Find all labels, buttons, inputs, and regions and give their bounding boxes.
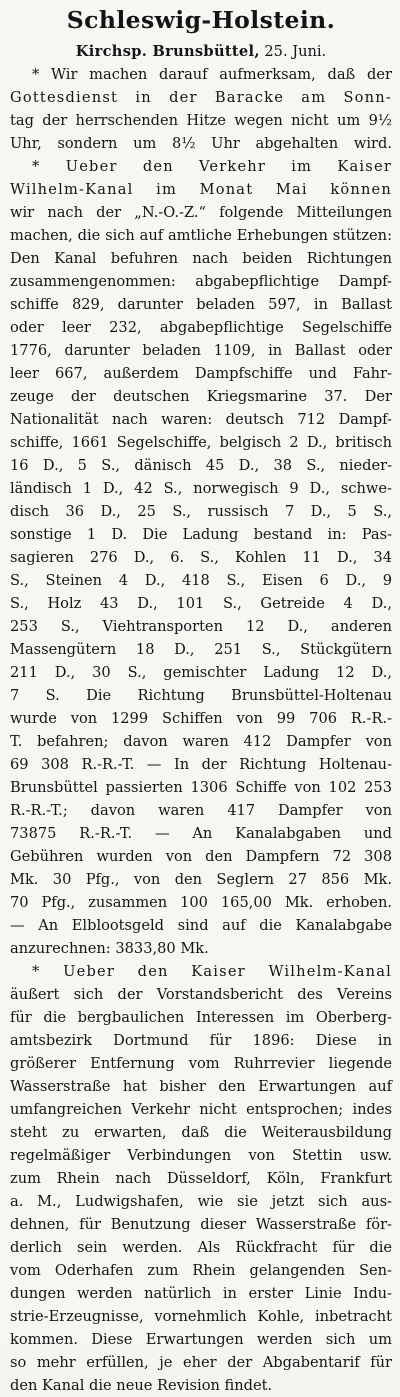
- article-line: Den Kanal befuhren nach beiden Richtungen: [10, 250, 392, 267]
- article-line: Uhr, sondern um 8½ Uhr abgehalten wird.: [10, 135, 392, 152]
- article-line: R.-R.-T.; davon waren 417 Dampfer von: [10, 802, 392, 819]
- article-line: tag der herrschenden Hitze wegen nicht um 9½: [10, 112, 392, 129]
- article-line: kommen. Diese Erwartungen werden sich um: [10, 1331, 392, 1348]
- article-line: anzurechnen: 3833,80 Mk.: [10, 940, 209, 957]
- section-headline: Schleswig-Holstein.: [66, 6, 336, 34]
- article-line: vom Oderhafen zum Rhein gelangenden Sen-: [10, 1262, 392, 1279]
- article-line: S., Steinen 4 D., 418 S., Eisen 6 D., 9: [10, 572, 392, 589]
- article-line: * Wir machen darauf aufmerksam, daß der: [32, 66, 392, 83]
- article-line: 69 308 R.-R.-T. — In der Richtung Holtenau-: [10, 756, 392, 773]
- article-line: zeuge der deutschen Kriegsmarine 37. Der: [10, 388, 392, 405]
- article-line: 16 D., 5 S., dänisch 45 D., 38 S., nieder-: [10, 457, 392, 474]
- article-line: disch 36 D., 25 S., russisch 7 D., 5 S.,: [10, 503, 392, 520]
- article-line: größerer Entfernung vom Ruhrrevier liegende: [10, 1055, 392, 1072]
- article-canal-report: [10, 960, 392, 1397]
- article-line: schiffe, 1661 Segelschiffe, belgisch 2 D., britisch: [10, 434, 392, 451]
- article-line: dungen werden natürlich in erster Linie Indu-: [10, 1285, 392, 1302]
- article-line: den Kanal die neue Revision findet.: [10, 1377, 273, 1394]
- article-line: zusammengenommen: abgabepflichtige Dampf-: [10, 273, 392, 290]
- article-line: äußert sich der Vorstandsbericht des Vereins: [10, 986, 392, 1003]
- dateline-place: Kirchsp. Brunsbüttel,: [75, 43, 260, 60]
- article-line: 211 D., 30 S., gemischter Ladung 12 D.,: [10, 664, 392, 681]
- article-line: wurde von 1299 Schiffen von 99 706 R.-R.-: [10, 710, 392, 727]
- article-line: Mk. 30 Pfg., von den Seglern 27 856 Mk.: [10, 871, 392, 888]
- article-line: wir nach der „N.-O.-Z.“ folgende Mitteilungen: [10, 204, 392, 221]
- article-line: 73875 R.-R.-T. — An Kanalabgaben und: [10, 825, 392, 842]
- article-line: Nationalität nach waren: deutsch 712 Dampf-: [10, 411, 392, 428]
- article-line: derlich sein werden. Als Rückfracht für die: [10, 1239, 392, 1256]
- article-line: 7 S. Die Richtung Brunsbüttel-Holtenau: [10, 687, 392, 704]
- article-line: * Ueber den Verkehr im Kaiser: [32, 158, 392, 175]
- article-church-service: [10, 63, 392, 155]
- article-line: oder leer 232, abgabepflichtige Segelschiffe: [10, 319, 392, 336]
- article-line: sagieren 276 D., 6. S., Kohlen 11 D., 34: [10, 549, 392, 566]
- article-line: schiffe 829, darunter beladen 597, in Ballast: [10, 296, 392, 313]
- article-line: S., Holz 43 D., 101 S., Getreide 4 D.,: [10, 595, 392, 612]
- article-line: Wasserstraße hat bisher den Erwartungen auf: [10, 1078, 392, 1095]
- article-line: 1776, darunter beladen 1109, in Ballast oder: [10, 342, 392, 359]
- article-line: regelmäßiger Verbindungen von Stettin usw.: [10, 1147, 392, 1164]
- article-line: strie-Erzeugnisse, vornehmlich Kohle, inbetracht: [10, 1308, 392, 1325]
- article-line: ländisch 1 D., 42 S., norwegisch 9 D., schwe-: [10, 480, 392, 497]
- article-line: — An Elblootsgeld sind auf die Kanalabgabe: [10, 917, 392, 934]
- article-line: Brunsbüttel passierten 1306 Schiffe von 102 253: [10, 779, 392, 796]
- article-line: 253 S., Viehtransporten 12 D., anderen: [10, 618, 392, 635]
- dateline: [10, 40, 392, 63]
- article-line: a. M., Ludwigshafen, wie sie jetzt sich aus-: [10, 1193, 392, 1210]
- article-line: sonstige 1 D. Die Ladung bestand in: Pas-: [10, 526, 392, 543]
- article-line: dehnen, für Benutzung dieser Wasserstraße för-: [10, 1216, 392, 1233]
- article-line: 70 Pfg., zusammen 100 165,00 Mk. erhoben.: [10, 894, 392, 911]
- article-canal-traffic: [10, 155, 392, 960]
- article-line: machen, die sich auf amtliche Erhebungen stützen:: [10, 227, 392, 244]
- article-line: * Ueber den Kaiser Wilhelm-Kanal: [32, 963, 392, 980]
- article-line: T. befahren; davon waren 412 Dampfer von: [10, 733, 392, 750]
- article-line: amtsbezirk Dortmund für 1896: Diese in: [10, 1032, 392, 1049]
- article-line: Massengütern 18 D., 251 S., Stückgütern: [10, 641, 392, 658]
- article-line: Wilhelm-Kanal im Monat Mai können: [10, 181, 392, 198]
- article-line: so mehr erfüllen, je eher der Abgabentarif für: [10, 1354, 392, 1371]
- dateline-date: 25. Juni.: [264, 43, 327, 60]
- article-line: umfangreichen Verkehr nicht entsprochen; indes: [10, 1101, 392, 1118]
- article-line: Gottesdienst in der Baracke am Sonn-: [10, 89, 392, 106]
- article-line: für die bergbaulichen Interessen im Oberberg-: [10, 1009, 392, 1026]
- article-line: leer 667, außerdem Dampfschiffe und Fahr-: [10, 365, 392, 382]
- article-line: steht zu erwarten, daß die Weiterausbildung: [10, 1124, 392, 1141]
- article-line: Gebühren wurden von den Dampfern 72 308: [10, 848, 392, 865]
- article-line: zum Rhein nach Düsseldorf, Köln, Frankfurt: [10, 1170, 392, 1187]
